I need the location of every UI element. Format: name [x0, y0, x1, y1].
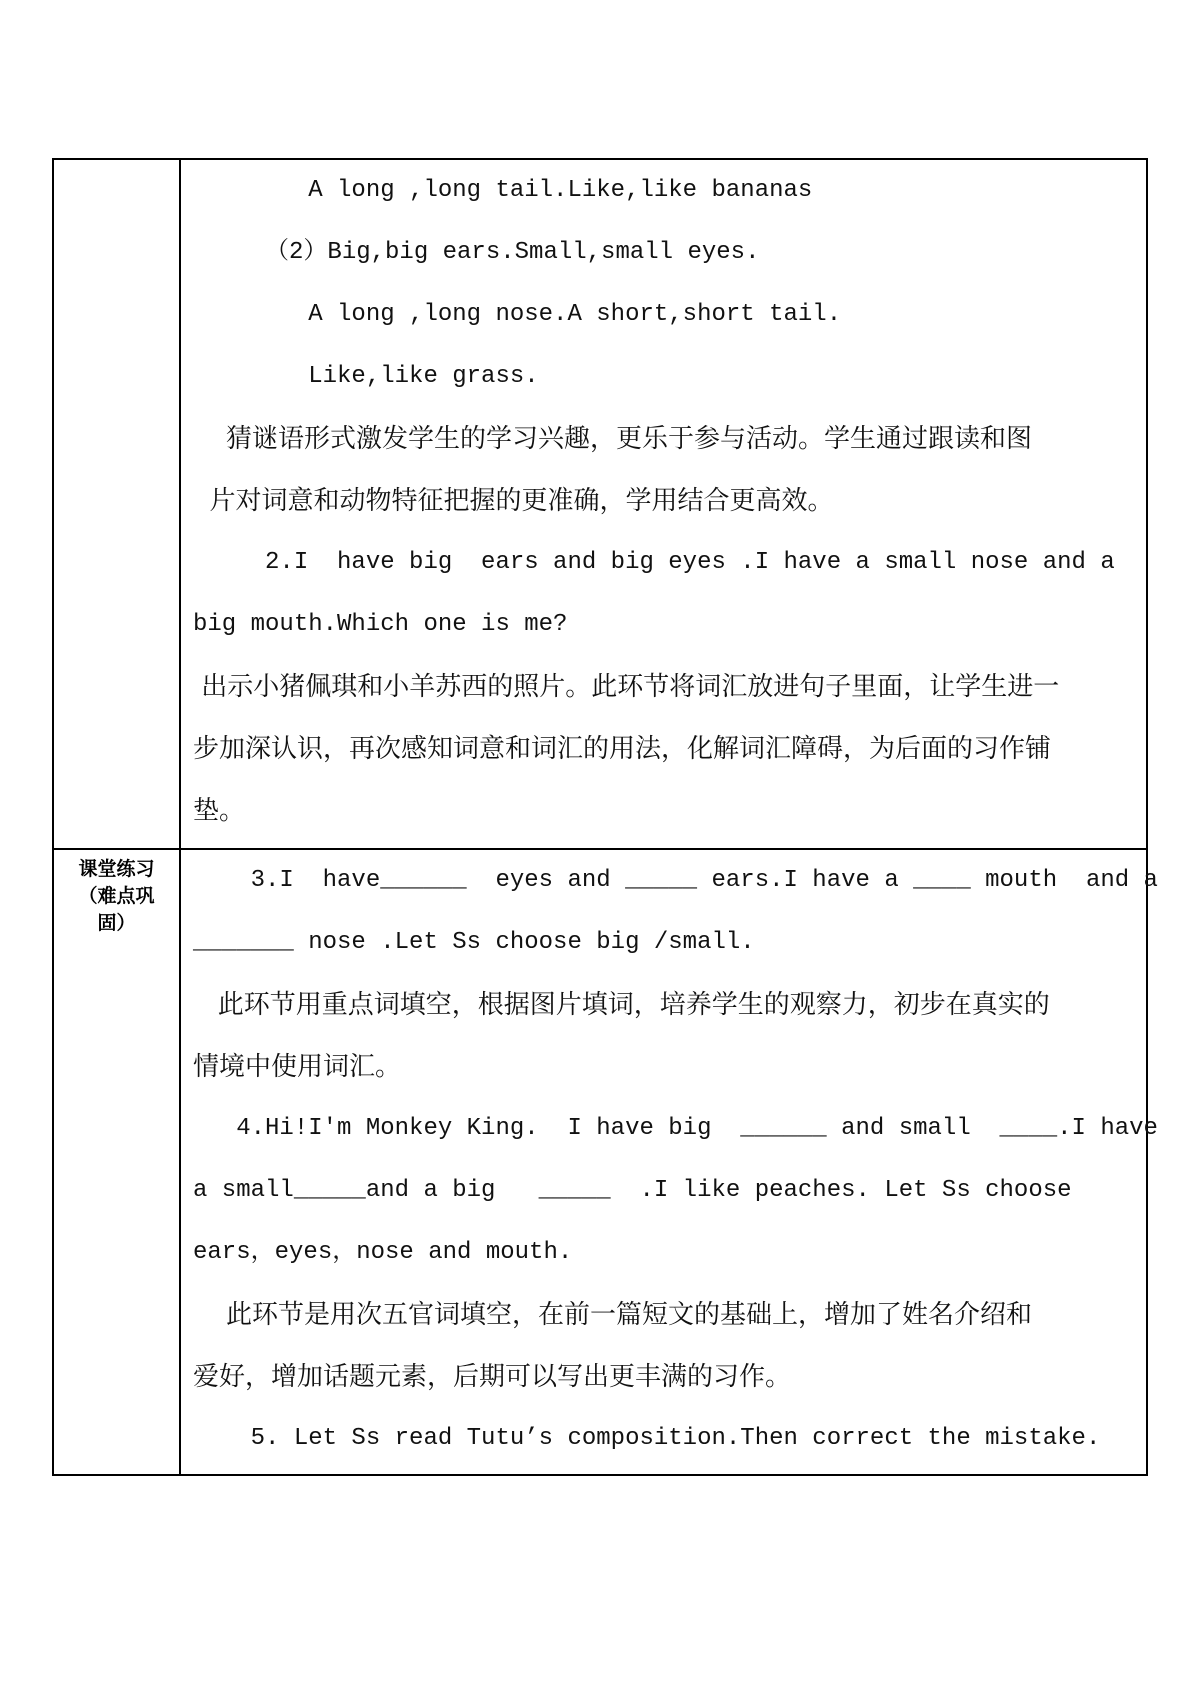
text-line: 出示小猪佩琪和小羊苏西的照片。此环节将词汇放进句子里面，让学生进一: [193, 672, 1060, 702]
text-line: 情境中使用词汇。: [193, 1052, 402, 1082]
text-line: a small_____and a big _____ .I like peaches. Let Ss choose: [193, 1177, 1072, 1204]
text-line: _______ nose .Let Ss choose big /small.: [193, 929, 755, 956]
text-line: 步加深认识，再次感知词意和词汇的用法，化解词汇障碍，为后面的习作铺: [193, 734, 1052, 764]
text-line: 此环节用重点词填空，根据图片填词，培养学生的观察力，初步在真实的: [193, 990, 1050, 1020]
text-line: 5. Let Ss read Tutu’s composition.Then correct the mistake.: [193, 1425, 1101, 1452]
text-line: 垫。: [193, 796, 246, 826]
text-line: big mouth.Which one is me?: [193, 611, 568, 638]
row-label-cell: [53, 849, 180, 1475]
text-line: A long ,long tail.Like,like bananas: [193, 177, 813, 204]
text-line: （2）Big,big ears.Small,small eyes.: [193, 239, 760, 266]
text-line: 片对词意和动物特征把握的更准确，学用结合更高效。: [193, 486, 834, 516]
row-content-cell: [180, 159, 1147, 849]
text-line: 此环节是用次五官词填空，在前一篇短文的基础上，增加了姓名介绍和: [193, 1300, 1033, 1330]
row-label-cell: [53, 159, 180, 849]
row-label-line: 课堂练习: [78, 858, 155, 880]
text-line: 2.I have big ears and big eyes .I have a small nose and a: [193, 549, 1115, 576]
lesson-plan-table: [52, 158, 1158, 1476]
table-row: [53, 159, 1147, 849]
row-label-line: 固）: [97, 912, 136, 934]
row-label: [54, 160, 179, 166]
text-line: ears，eyes，nose and mouth.: [193, 1239, 573, 1266]
text-line: 猜谜语形式激发学生的学习兴趣，更乐于参与活动。学生通过跟读和图: [193, 424, 1033, 454]
table-row: [53, 849, 1147, 1475]
text-line: Like,like grass.: [193, 363, 539, 390]
row-content-cell: [180, 849, 1158, 1475]
text-line: 爱好，增加话题元素，后期可以写出更丰满的习作。: [193, 1362, 792, 1392]
text-line: 3.I have______ eyes and _____ ears.I have a ____ mouth and a: [193, 867, 1158, 894]
text-line: 4.Hi!I'm Monkey King. I have big ______ and small ____.I have: [193, 1115, 1158, 1142]
row-label: [54, 850, 179, 937]
text-line: A long ,long nose.A short,short tail.: [193, 301, 842, 328]
row-label-line: （难点巩: [78, 885, 155, 907]
